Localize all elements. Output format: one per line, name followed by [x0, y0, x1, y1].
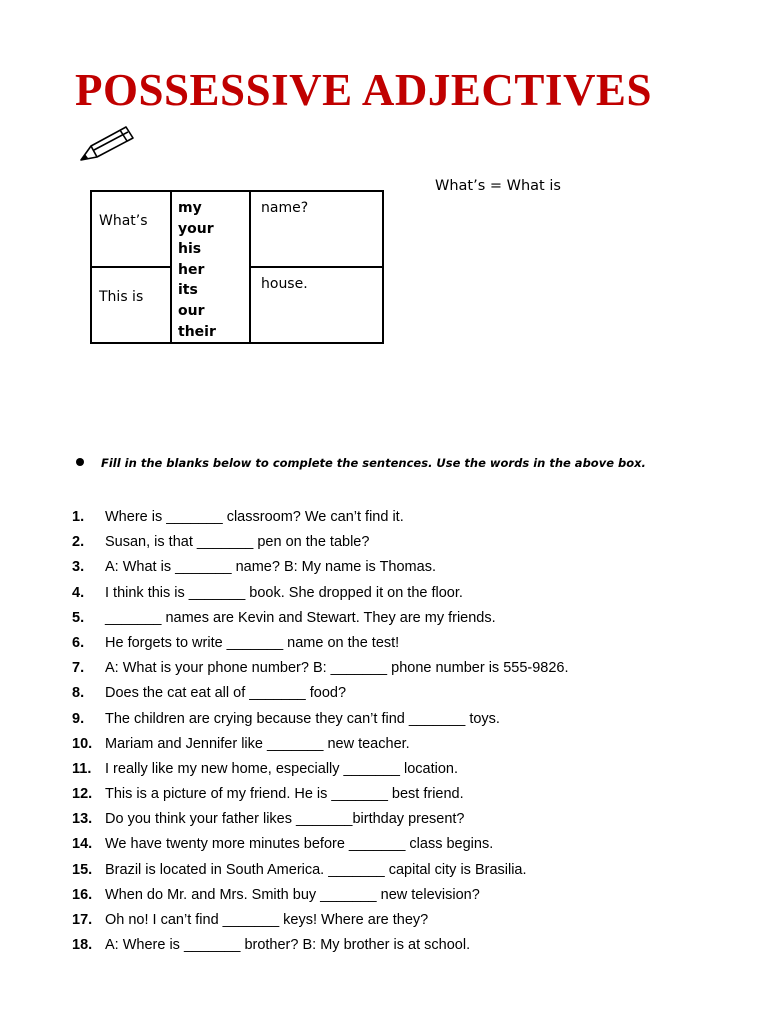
exercise-text: A: What is _______ name? B: My name is Thomas. [105, 559, 436, 576]
row-label-whats: What’s [99, 213, 148, 229]
exercise-item [72, 861, 569, 886]
exercise-item [72, 735, 569, 760]
exercise-item [72, 659, 569, 684]
exercise-item [72, 785, 569, 810]
adjective-list [172, 192, 249, 342]
adjective-item: your [178, 220, 214, 237]
exercise-text: The children are crying because they can’t find _______ toys. [105, 710, 500, 727]
whats-note: What’s = What is [435, 178, 561, 194]
row-end-house: house. [261, 276, 308, 292]
exercise-text: _______ names are Kevin and Stewart. They are my friends. [105, 609, 496, 626]
table-cell-house [250, 267, 383, 343]
possessive-table [90, 190, 384, 344]
table-cell-this-is [91, 267, 171, 343]
exercise-number: 9. [72, 710, 85, 727]
exercise-number: 11. [72, 760, 92, 777]
exercise-item [72, 886, 569, 911]
exercise-item [72, 533, 569, 558]
exercise-text: A: Where is _______ brother? B: My brother is at school. [105, 937, 471, 954]
row-label-this-is: This is [99, 289, 144, 305]
exercise-item [72, 584, 569, 609]
exercise-number: 7. [72, 660, 85, 677]
exercise-text: Brazil is located in South America. _______ capital city is Brasilia. [105, 861, 527, 878]
pencil-icon [78, 124, 136, 164]
exercise-number: 15. [72, 861, 93, 878]
table-cell-whats [91, 191, 171, 267]
exercise-item [72, 760, 569, 785]
adjective-item: my [178, 200, 202, 216]
exercise-text: I think this is _______ book. She dropped it on the floor. [105, 584, 463, 601]
adjective-item: our [178, 302, 205, 319]
table-cell-adjectives [171, 191, 250, 343]
adjective-item: their [178, 323, 216, 340]
instruction [76, 456, 646, 470]
exercise-text: We have twenty more minutes before _______ class begins. [105, 836, 494, 853]
exercise-item [72, 710, 569, 735]
exercise-number: 8. [72, 685, 85, 702]
exercise-text: Does the cat eat all of _______ food? [105, 685, 347, 702]
exercise-item [72, 684, 569, 709]
exercise-number: 12. [72, 786, 93, 803]
exercise-number: 13. [72, 811, 93, 828]
exercise-text: Where is _______ classroom? We can’t find it. [105, 509, 404, 525]
adjective-item: his [178, 241, 202, 258]
exercise-text: A: What is your phone number? B: _______ phone number is 555-9826. [105, 660, 569, 677]
exercise-item [72, 558, 569, 583]
exercise-number: 17. [72, 912, 93, 928]
exercise-number: 10. [72, 735, 93, 752]
exercise-text: He forgets to write _______ name on the test! [105, 634, 400, 651]
row-end-name: name? [261, 200, 309, 216]
exercise-text: Do you think your father likes _______birthday present? [105, 811, 465, 828]
adjective-item: her [178, 261, 205, 278]
exercise-item [72, 634, 569, 659]
exercise-item [72, 936, 569, 961]
exercise-number: 6. [72, 634, 85, 651]
exercise-number: 2. [72, 534, 85, 551]
exercise-number: 4. [72, 584, 85, 601]
exercise-list [72, 508, 569, 961]
exercise-number: 16. [72, 886, 93, 903]
exercise-number: 18. [72, 937, 93, 954]
exercise-text: I really like my new home, especially _______ location. [105, 760, 459, 777]
exercise-text: When do Mr. and Mrs. Smith buy _______ new television? [105, 886, 480, 903]
exercise-text: This is a picture of my friend. He is _______ best friend. [105, 786, 464, 803]
exercise-item [72, 911, 569, 936]
exercise-text: Susan, is that _______ pen on the table? [105, 534, 370, 551]
exercise-item [72, 609, 569, 634]
exercise-number: 1. [72, 509, 85, 525]
bullet-icon [76, 458, 84, 466]
instruction-text: Fill in the blanks below to complete the sentences. Use the words in the above box. [101, 456, 646, 470]
exercise-number: 5. [72, 609, 85, 626]
exercise-item [72, 810, 569, 835]
adjective-item: its [178, 282, 198, 299]
exercise-text: Oh no! I can’t find _______ keys! Where are they? [105, 912, 429, 928]
table-cell-name [250, 191, 383, 267]
exercise-item [72, 835, 569, 860]
exercise-text: Mariam and Jennifer like _______ new teacher. [105, 735, 410, 752]
page-title: POSSESSIVE ADJECTIVES [75, 65, 652, 115]
exercise-number: 14. [72, 836, 93, 853]
exercise-number: 3. [72, 559, 85, 576]
exercise-item [72, 508, 569, 533]
